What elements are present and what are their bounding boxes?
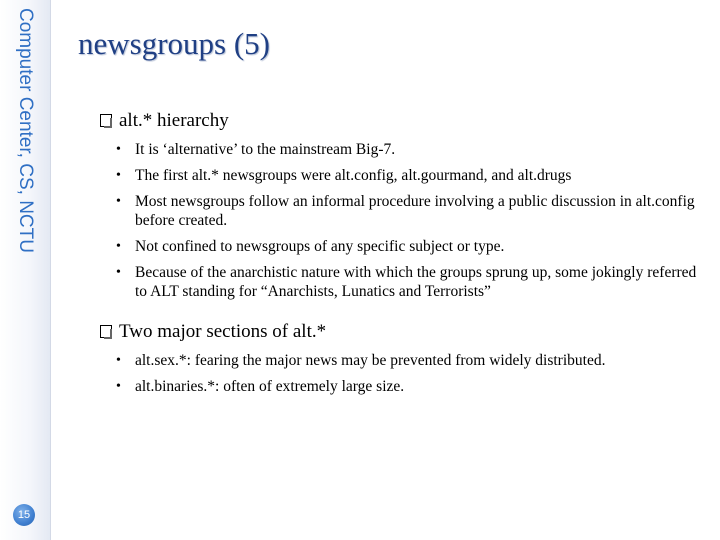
list-item-text: alt.binaries.*: often of extremely large size.	[135, 378, 405, 395]
list-item-text: Most newsgroups follow an informal procedure involving a public discussion in alt.config before created.	[135, 193, 695, 229]
sidebar-divider	[50, 0, 51, 540]
bullet-list-alt-hierarchy	[98, 140, 708, 301]
section-heading-text: Two major sections of alt.*	[119, 321, 327, 342]
list-item	[98, 192, 708, 230]
checkbox-bullet-icon	[100, 325, 112, 338]
bullet-dot-icon: •	[116, 353, 121, 368]
bullet-dot-icon: •	[116, 239, 121, 254]
page-number-badge: 15	[13, 504, 35, 526]
list-item-text: It is ‘alternative’ to the mainstream Big-7.	[135, 141, 396, 158]
sidebar	[0, 0, 50, 540]
bullet-dot-icon: •	[116, 379, 121, 394]
list-item	[98, 237, 708, 256]
slide-content	[98, 110, 708, 396]
checkbox-bullet-icon	[100, 114, 112, 127]
slide-title: newsgroups (5)	[78, 26, 270, 61]
bullet-dot-icon: •	[116, 194, 121, 209]
section-heading-alt-hierarchy	[98, 110, 708, 132]
vertical-title-text: Computer Center, CS, NCTU	[15, 8, 36, 253]
list-item	[98, 351, 708, 370]
list-item-text: The first alt.* newsgroups were alt.config, alt.gourmand, and alt.drugs	[135, 167, 572, 184]
list-item	[98, 140, 708, 159]
bullet-dot-icon: •	[116, 142, 121, 157]
vertical-title	[12, 8, 38, 298]
list-item	[98, 166, 708, 185]
section-heading-two-major-sections	[98, 321, 708, 343]
bullet-list-two-major-sections	[98, 351, 708, 396]
list-item	[98, 377, 708, 396]
bullet-dot-icon: •	[116, 168, 121, 183]
list-item-text: Because of the anarchistic nature with which the groups sprung up, some jokingly referred to ALT standing for “Anarchists, Lunatics and Terrorists”	[135, 264, 697, 300]
list-item-text: alt.sex.*: fearing the major news may be prevented from widely distributed.	[135, 352, 606, 369]
list-item	[98, 263, 708, 301]
list-item-text: Not confined to newsgroups of any specific subject or type.	[135, 238, 505, 255]
bullet-dot-icon: •	[116, 265, 121, 280]
section-heading-text: alt.* hierarchy	[119, 110, 229, 131]
